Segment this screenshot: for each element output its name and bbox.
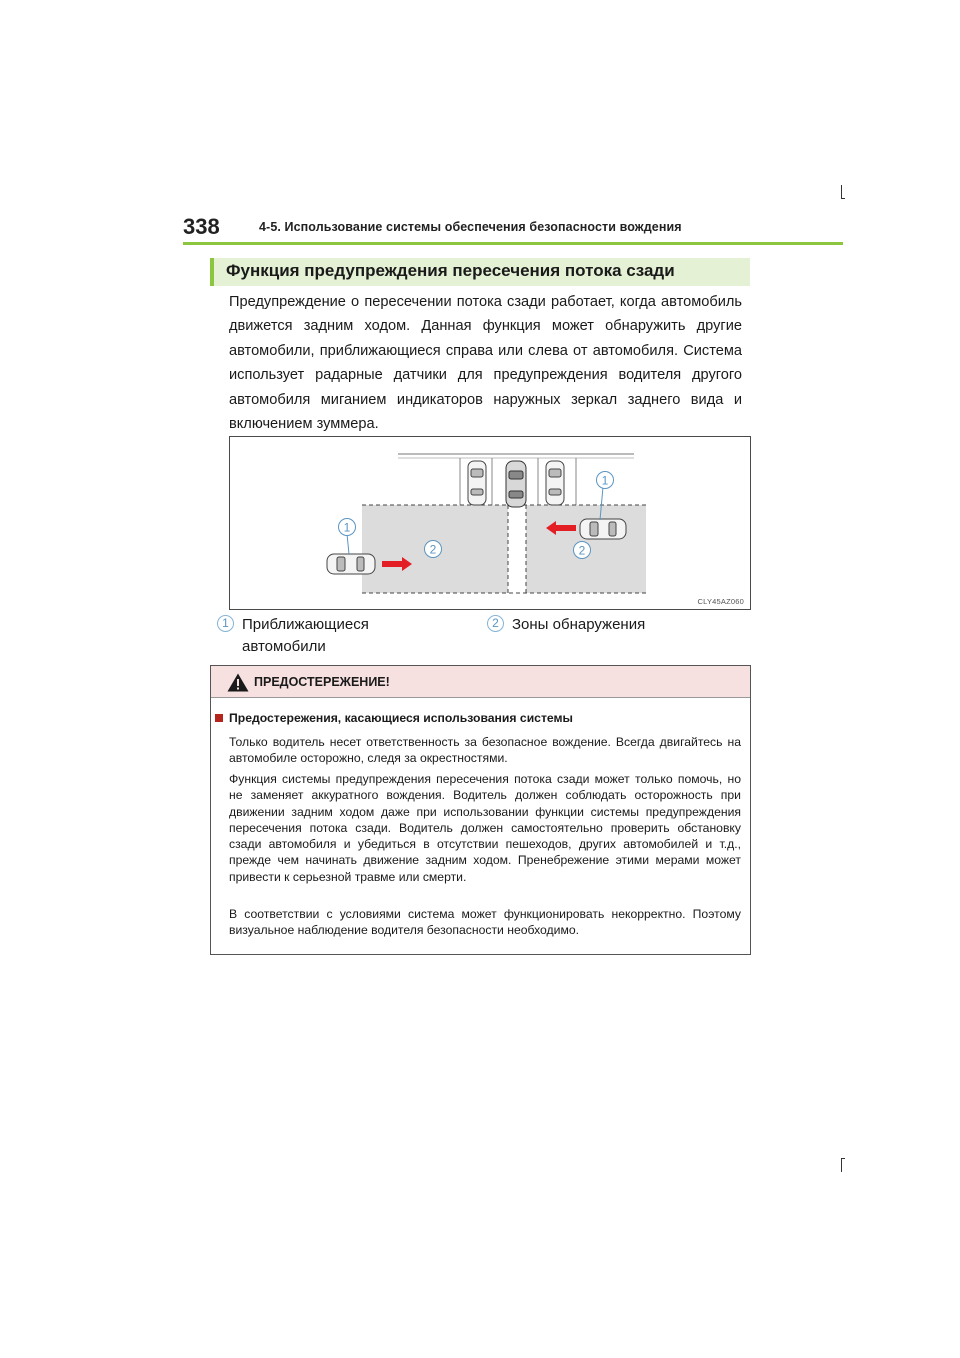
parked-car-1	[468, 461, 486, 505]
section-title-bar	[210, 258, 750, 286]
callout-1-left	[339, 519, 356, 536]
chapter-title: 4-5. Использование системы обеспечения безопасности вождения	[259, 220, 682, 234]
crop-mark-top-right	[841, 185, 842, 199]
callout-text-1a: 1	[343, 520, 351, 535]
own-car	[506, 461, 526, 507]
legend-number-2: 2	[487, 615, 504, 632]
callout-2-right	[574, 542, 591, 559]
legend-number-1: 1	[217, 615, 234, 632]
callout-text-2a: 2	[429, 542, 437, 557]
warning-paragraph-1: Только водитель несет ответственность за безопасное вождение. Всегда двигайтесь на автомобиле осторожно, следя за окрестностями.	[229, 735, 741, 766]
rcta-illustration	[229, 436, 751, 610]
warning-bullet-square	[215, 714, 223, 722]
approaching-car-right	[580, 519, 626, 539]
warning-subtitle: Предостережения, касающиеся использования системы	[229, 711, 573, 725]
section-title: Функция предупреждения пересечения потока сзади	[226, 261, 675, 280]
crop-mark-top-right-foot	[841, 198, 845, 199]
callout-2-left	[425, 541, 442, 558]
legend-text-approaching-cars: Приближающиеся автомобили	[242, 616, 369, 655]
rcta-diagram	[230, 437, 750, 609]
warning-title: ПРЕДОСТЕРЕЖЕНИЕ!	[254, 675, 390, 689]
parked-car-2	[546, 461, 564, 505]
intro-paragraph: Предупреждение о пересечении потока сзади работает, когда автомобиль движется задним ходом. Данная функция может обнаружить другие автомобили, приближающиеся справа или слева от автомобиля. Система использует радарные датчики для предупреждения водителя другого автомобиля миганием индикаторов наружных зеркал заднего вида и включением зуммера.	[229, 294, 742, 433]
callout-text-2b: 2	[578, 543, 586, 558]
callout-1-right	[597, 472, 614, 489]
page-number: 338	[183, 214, 220, 239]
crop-mark-bottom-right-foot	[841, 1158, 845, 1159]
approaching-car-left	[327, 554, 375, 574]
legend-text-detection-zones: Зоны обнаружения	[512, 616, 646, 633]
crop-mark-bottom-right	[841, 1158, 842, 1172]
header-rule	[183, 242, 843, 245]
callout-text-1b: 1	[601, 473, 609, 488]
warning-paragraph-2: Функция системы предупреждения пересечения потока сзади может только помочь, но не заменяет аккуратного вождения. Водитель должен соблюдать осторожность при движении задним ходом даже при использовании функции системы предупреждения пересечения потока сзади. Водитель должен самостоятельно проверить обстановку сзади автомобиля и убедиться в отсутствии пешеходов, других автомобилей и т.д., прежде чем начинать движение задним ходом. Пренебрежение этими мерами может привести к серьезной травме или смерти.	[229, 772, 741, 884]
figure-code: CLY45AZ060	[697, 597, 744, 606]
warning-header	[211, 666, 750, 698]
warning-triangle-icon	[227, 673, 249, 692]
warning-paragraph-3: В соответствии с условиями система может функционировать некорректно. Поэтому визуальное наблюдение водителя безопасности необходимо.	[229, 907, 741, 938]
